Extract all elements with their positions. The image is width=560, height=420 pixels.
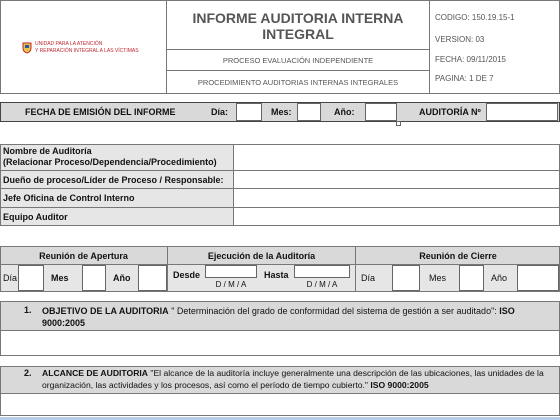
report-title [167,8,429,44]
process-name: PROCESO EVALUACIÓN INDEPENDIENTE [222,55,374,65]
opening-year-field[interactable] [138,265,167,291]
scope-iso: ISO 9000:2005 [367,379,429,390]
emission-day-label: Día: [211,107,229,117]
objective-iso: ISO [499,306,515,316]
doc-version: VERSION: 03 [435,34,485,44]
audit-number-field[interactable] [486,103,558,121]
control-chief-field[interactable] [234,189,559,207]
closing-year-field[interactable] [517,265,559,291]
execution-header: Ejecución de la Auditoría [207,250,316,261]
resize-handle-icon [396,121,401,126]
info-row-chief-label: Jefe Oficina de Control Interno [3,193,135,203]
report-title-line1: INFORME AUDITORIA INTERNA [192,10,404,26]
closing-meeting-header: Reunión de Cierre [419,250,497,261]
emission-month-label: Mes: [271,107,292,117]
opening-year-label: Año [113,273,131,283]
header-divider-right [429,0,430,94]
logo [22,40,152,58]
emission-year-label: Año: [334,107,355,117]
procedure-name: PROCEDIMIENTO AUDITORIAS INTERNAS INTEGRALES [197,78,399,87]
scope-heading [42,368,552,391]
objective-iso-version: 9000:2005 [42,318,86,328]
logo-text-line2: Y REPARACIÓN INTEGRAL A LAS VÍCTIMAS [35,48,139,54]
doc-code: CODIGO: 150.19.15-1 [435,12,515,22]
coat-of-arms-icon [22,41,32,53]
objective-heading [42,305,547,329]
info-row-owner-label: Dueño de proceso/Líder de Proceso / Responsable: [3,174,224,185]
audit-team-field[interactable] [234,208,559,225]
opening-meeting-header: Reunión de Apertura [39,250,128,261]
execution-from-label: Desde [173,270,201,280]
execution-to-field[interactable] [294,265,350,278]
emission-year-field[interactable] [365,103,397,121]
scope-title: ALCANCE DE AUDITORIA [42,368,148,378]
emission-label-box-left [4,104,20,120]
objective-title: OBJETIVO DE LA AUDITORIA [42,306,169,316]
logo-text-line1: UNIDAD PARA LA ATENCIÓN [35,41,103,47]
opening-day-field[interactable] [18,265,44,291]
opening-month-label: Mes [51,273,69,283]
execution-to-format: D / M / A [294,278,350,291]
execution-to-label: Hasta [264,270,289,280]
emission-day-field[interactable] [236,103,262,121]
closing-year-label: Año [491,273,508,283]
objective-text: " Determinación del grado de conformidad del sistema de gestión a ser auditado": [168,306,497,316]
doc-date: FECHA: 09/11/2015 [435,54,507,64]
report-title-line2: INTEGRAL [262,26,334,42]
doc-page: PAGINA: 1 DE 7 [435,73,494,83]
execution-from-field[interactable] [205,265,257,278]
emission-month-field[interactable] [297,103,321,121]
execution-from-format: D / M / A [205,278,257,291]
opening-day-label: Día [3,273,18,283]
info-row-audit-name-label: Nombre de Auditoría (Relacionar Proceso/Dependencia/Procedimiento) [3,146,217,167]
audit-name-field[interactable] [234,145,559,170]
emission-date-label: FECHA DE EMISIÓN DEL INFORME [25,107,176,117]
audit-number-label: AUDITORÍA Nº [419,107,481,117]
objective-answer-field[interactable] [1,331,559,355]
scope-answer-field[interactable] [1,394,559,415]
scope-text: "El alcance de la auditoría incluye generalmente una descripción de las ubicaciones, las unidades de la organización, las actividades y los procesos, así como el período de tiempo cubierto." [42,368,544,390]
closing-day-label: Día [361,273,376,283]
process-owner-field[interactable] [234,171,559,188]
opening-month-field[interactable] [82,265,106,291]
objective-number: 1. [24,305,32,315]
info-row-team-label: Equipo Auditor [3,211,68,222]
scope-number: 2. [24,368,32,378]
closing-day-field[interactable] [392,265,420,291]
closing-month-label: Mes [429,273,447,283]
closing-month-field[interactable] [459,265,484,291]
